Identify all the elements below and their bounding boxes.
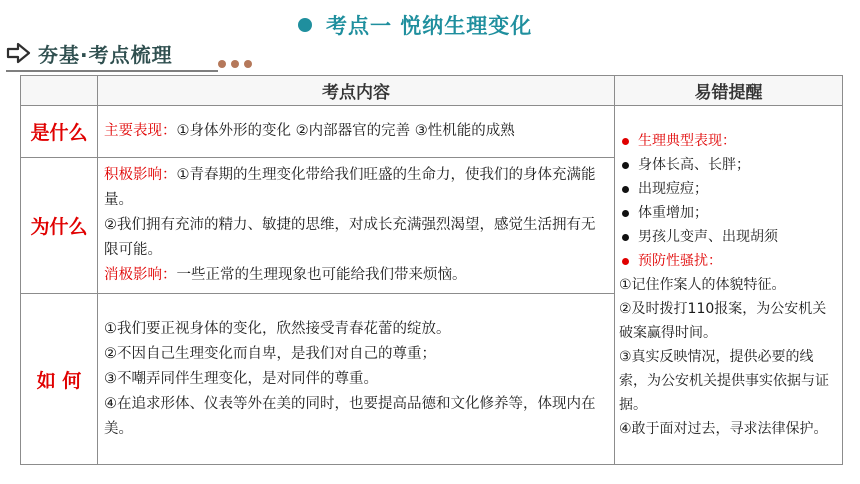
bullet-icon [622,186,629,193]
content-text: ①身体外形的变化 ②内部器官的完善 ③性机能的成熟 [176,123,515,139]
content-what [98,106,615,158]
content-how [98,294,615,465]
content-prefix: 消极影响： [104,267,177,283]
content-line [104,263,608,288]
dot-icon [231,60,239,68]
content-prefix: 积极影响： [104,167,177,183]
content-why [98,158,615,294]
tips-header: 易错提醒 [615,76,843,106]
bullet-icon [622,210,629,217]
content-line: ①我们要正视身体的变化，欣然接受青春花蕾的绽放。 [104,320,451,337]
title-bullet-icon [298,18,312,32]
bullet-icon [622,162,629,169]
content-prefix: 主要表现： [104,123,177,139]
main-title: 考点一 悦纳生理变化 [326,14,533,38]
tip-heading-2 [619,249,838,273]
dot-icon [244,60,252,68]
list-item [619,153,838,177]
knowledge-table [20,75,843,465]
row-label-what: 是什么 [21,106,98,158]
section-title: 夯基·考点梳理 [38,42,173,67]
content-text: ①青春期的生理变化带给我们旺盛的生命力，使我们的身体充满能量。 [104,167,596,208]
content-line: ③不嘲弄同伴生理变化，是对同伴的尊重。 [104,370,378,387]
list-item [619,177,838,201]
list-item-text: 体重增加； [638,205,708,221]
tip-paragraph: ②及时拨打110报案，为公安机关破案赢得时间。 [619,301,827,341]
main-title-wrap [298,10,532,40]
content-line [104,163,608,213]
table-header-row [21,76,843,106]
content-line [104,213,608,263]
tips-cell [615,106,843,465]
content-text: ②我们拥有充沛的精力、敏捷的思维，对成长充满强烈渴望，感觉生活拥有无限可能。 [104,217,596,258]
bullet-icon [622,138,629,145]
top-bar [0,0,860,70]
bullet-icon [622,234,629,241]
tip-paragraph: ④敢于面对过去，寻求法律保护。 [619,421,828,437]
section-header [6,38,173,68]
arrow-right-icon [6,41,32,65]
tip-paragraph: ①记住作案人的体貌特征。 [619,277,786,293]
content-text: 一些正常的生理现象也可能给我们带来烦恼。 [176,267,467,283]
list-item-text: 出现痘痘； [638,181,708,197]
list-item [619,225,838,249]
list-item [619,201,838,225]
section-underline [6,70,218,72]
content-line: ②不因自己生理变化而自卑，是我们对自己的尊重； [104,345,436,362]
table-row-what [21,106,843,158]
list-item-text: 男孩儿变声、出现胡须 [638,229,778,245]
row-label-why: 为什么 [21,158,98,294]
content-line: ④在追求形体、仪表等外在美的同时，也要提高品德和文化修养等，体现内在美。 [104,395,596,437]
bullet-icon [622,258,629,265]
decorative-dots [218,60,252,68]
blank-header-cell [21,76,98,106]
list-item-text: 身体长高、长胖； [638,157,750,173]
tip-heading-1 [619,129,838,153]
dot-icon [218,60,226,68]
tip-heading-text: 预防性骚扰： [638,253,722,269]
tip-paragraph: ③真实反映情况，提供必要的线索，为公安机关提供事实依据与证据。 [619,349,829,413]
row-label-how: 如 何 [21,294,98,465]
tip-heading-text: 生理典型表现： [638,133,736,149]
content-header: 考点内容 [98,76,615,106]
